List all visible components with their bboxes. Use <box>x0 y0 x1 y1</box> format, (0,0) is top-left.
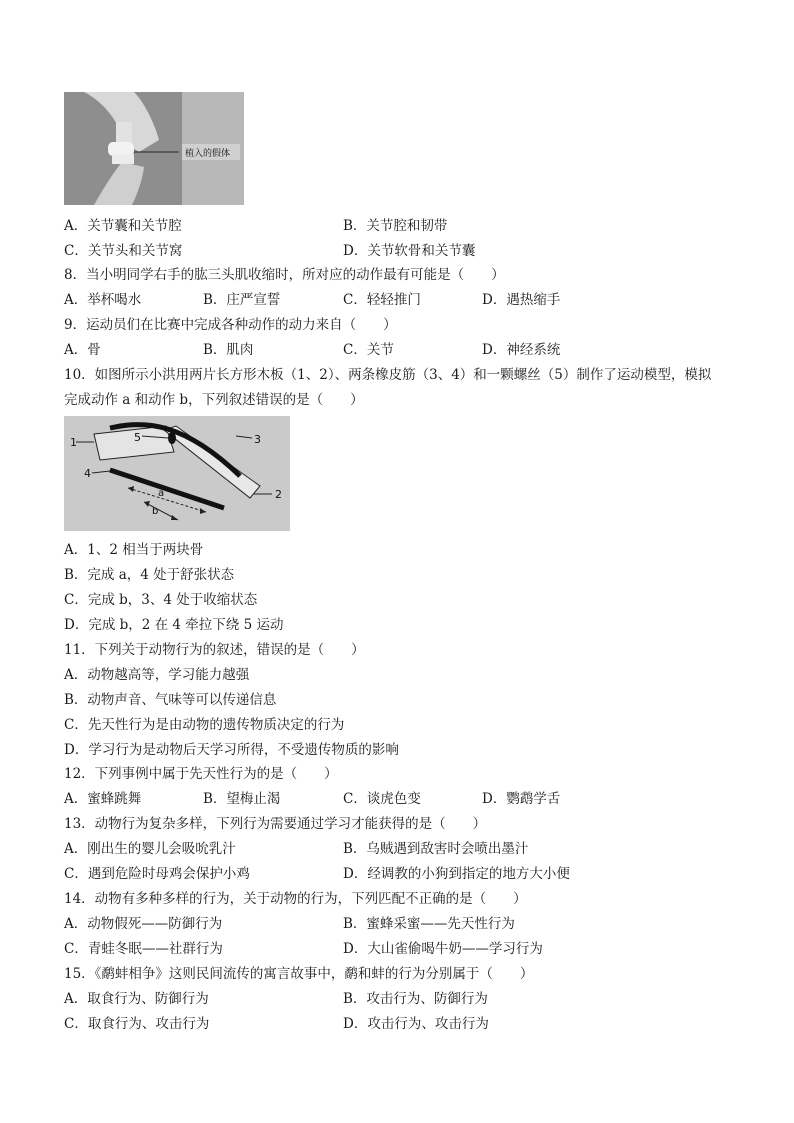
q8-stem: 8．当小明同学右手的肱三头肌收缩时，所对应的动作最有可能是（ ） <box>64 267 505 283</box>
label-5: 5 <box>134 431 141 444</box>
q11-option-b: B．动物声音、气味等可以传递信息 <box>64 692 277 708</box>
q13-option-c: C．遇到危险时母鸡会保护小鸡 <box>64 866 250 882</box>
q12-option-d: D．鹦鹉学舌 <box>482 791 561 807</box>
q13-stem: 13．动物行为复杂多样，下列行为需要通过学习才能获得的是（ ） <box>64 816 487 832</box>
q12-option-c: C．谈虎色变 <box>343 791 421 807</box>
q10-option-b: B．完成 a，4 处于舒张状态 <box>64 567 235 583</box>
q11-option-c: C．先天性行为是由动物的遗传物质决定的行为 <box>64 717 345 733</box>
q11-stem: 11．下列关于动物行为的叙述，错误的是（ ） <box>64 642 365 658</box>
q14-stem: 14．动物有多种多样的行为，关于动物的行为，下列匹配不正确的是（ ） <box>64 891 527 907</box>
q12-option-b: B．望梅止渴 <box>203 791 281 807</box>
label-2: 2 <box>275 488 282 501</box>
label-4: 4 <box>84 467 91 480</box>
q13-option-a: A．刚出生的婴儿会吸吮乳汁 <box>64 841 236 857</box>
q7-option-d: D．关节软骨和关节囊 <box>343 243 476 259</box>
q15-option-c: C．取食行为、攻击行为 <box>64 1016 210 1032</box>
q8-option-b: B．庄严宣誓 <box>203 292 281 308</box>
prosthesis-caption: 植入的假体 <box>185 149 231 159</box>
label-3: 3 <box>254 433 261 446</box>
q10-option-a: A．1、2 相当于两块骨 <box>64 542 204 558</box>
q15-option-b: B．攻击行为、防御行为 <box>343 991 488 1007</box>
label-1: 1 <box>70 436 77 449</box>
q14-option-a: A．动物假死——防御行为 <box>64 916 223 932</box>
q12-option-a: A．蜜蜂跳舞 <box>64 791 142 807</box>
movement-model-figure <box>64 416 290 531</box>
q8-option-a: A．举杯喝水 <box>64 292 142 308</box>
label-a: a <box>158 488 165 499</box>
q14-option-c: C．青蛙冬眠——社群行为 <box>64 941 223 957</box>
q11-option-a: A．动物越高等，学习能力越强 <box>64 667 250 683</box>
q10-option-d: D．完成 b，2 在 4 牵拉下绕 5 运动 <box>64 617 284 633</box>
q11-option-d: D．学习行为是动物后天学习所得，不受遗传物质的影响 <box>64 742 399 758</box>
q15-option-d: D．攻击行为、攻击行为 <box>343 1016 489 1032</box>
q9-stem: 9．运动员们在比赛中完成各种动作的动力来自（ ） <box>64 317 397 333</box>
q15-option-a: A．取食行为、防御行为 <box>64 991 209 1007</box>
q7-option-c: C．关节头和关节窝 <box>64 243 183 259</box>
q10-stem-line2: 完成动作 a 和动作 b，下列叙述错误的是（ ） <box>64 392 364 408</box>
q9-option-b: B．肌肉 <box>203 342 254 358</box>
q14-option-d: D．大山雀偷喝牛奶——学习行为 <box>343 941 543 957</box>
q12-stem: 12．下列事例中属于先天性行为的是（ ） <box>64 766 338 782</box>
q9-option-d: D．神经系统 <box>482 342 561 358</box>
q9-option-c: C．关节 <box>343 342 394 358</box>
label-b: b <box>152 506 159 517</box>
q8-option-d: D．遇热缩手 <box>482 292 561 308</box>
q7-option-a: A．关节囊和关节腔 <box>64 218 182 234</box>
q10-option-c: C．完成 b，3、4 处于收缩状态 <box>64 592 258 608</box>
q9-option-a: A．骨 <box>64 342 101 358</box>
wood-board-model-diagram <box>64 416 290 531</box>
knee-prosthesis-photo <box>64 92 244 205</box>
q13-option-d: D．经调教的小狗到指定的地方大小便 <box>343 866 570 882</box>
q14-option-b: B．蜜蜂采蜜——先天性行为 <box>343 916 515 932</box>
q10-stem-line1: 10．如图所示小洪用两片长方形木板（1、2）、两条橡皮筋（3、4）和一颗螺丝（5）制作了运动模型，模拟 <box>64 367 712 383</box>
q13-option-b: B．乌贼遇到敌害时会喷出墨汁 <box>343 841 529 857</box>
q15-stem: 15．《鹬蚌相争》这则民间流传的寓言故事中，鹬和蚌的行为分别属于（ ） <box>64 966 534 982</box>
q7-option-b: B．关节腔和韧带 <box>343 218 448 234</box>
q8-option-c: C．轻轻推门 <box>343 292 421 308</box>
